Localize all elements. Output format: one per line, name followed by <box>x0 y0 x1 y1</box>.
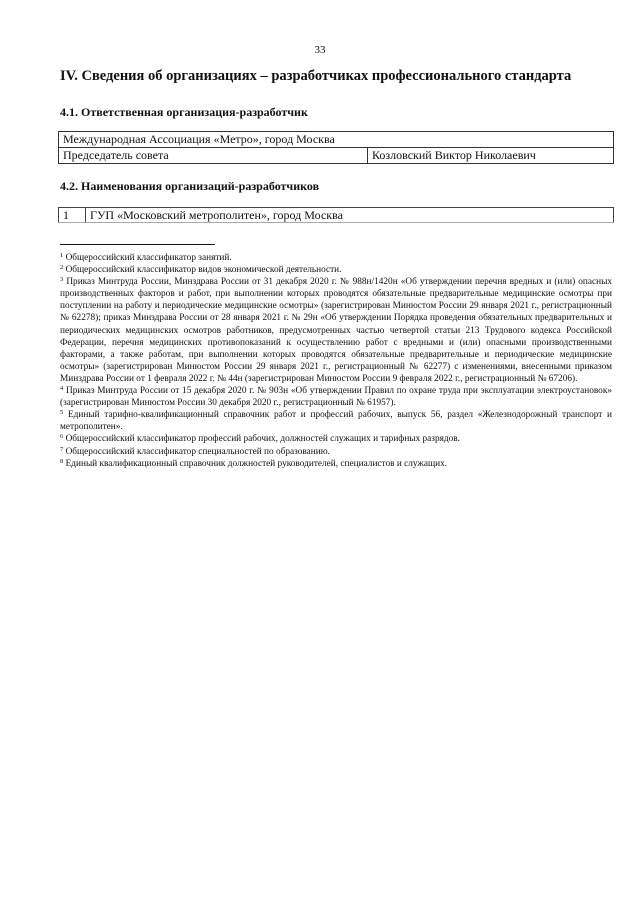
footnote-text: Единый квалификационный справочник должностей руководителей, специалистов и служащих. <box>65 458 448 469</box>
developer-orgs-heading: 4.2. Наименования организаций-разработчиков <box>60 179 320 193</box>
footnote-separator <box>60 244 215 245</box>
footnote <box>60 276 612 385</box>
table-row <box>59 208 614 223</box>
developer-row-number: 1 <box>59 208 86 223</box>
footnote-mark: 7 <box>60 445 64 453</box>
footnote <box>60 385 612 409</box>
footnote <box>60 446 612 458</box>
responsible-org-name: Международная Ассоциация «Метро», город Москва <box>59 132 614 148</box>
footnote <box>60 409 612 433</box>
developer-orgs-table <box>58 207 614 223</box>
footnote-mark: 3 <box>60 276 64 284</box>
table-row <box>59 148 614 164</box>
footnote-mark: 6 <box>60 433 64 441</box>
footnote <box>60 252 612 264</box>
responsible-position: Председатель совета <box>59 148 368 164</box>
footnotes <box>60 252 612 470</box>
footnote-mark: 4 <box>60 385 64 393</box>
footnote-text: Единый тарифно-квалификационный справочник работ и профессий рабочих, выпуск 56, раздел «Железнодорожный транспорт и метрополитен». <box>60 410 612 433</box>
footnote <box>60 433 612 445</box>
footnote-text: Общероссийский классификатор занятий. <box>65 253 232 263</box>
footnote-mark: 5 <box>60 409 64 417</box>
responsible-person: Козловский Виктор Николаевич <box>368 148 614 164</box>
table-row <box>59 132 614 148</box>
responsible-org-table <box>58 131 614 164</box>
footnote-text: Общероссийский классификатор видов экономической деятельности. <box>65 265 342 276</box>
developer-org-name: ГУП «Московский метрополитен», город Москва <box>86 208 614 223</box>
footnote-mark: 8 <box>60 457 64 465</box>
footnote-text: Общероссийский классификатор профессий рабочих, должностей служащих и тарифных разрядов. <box>65 434 460 445</box>
footnote <box>60 458 612 470</box>
responsible-org-heading: 4.1. Ответственная организация-разработчик <box>60 105 308 119</box>
footnote-mark: 2 <box>60 264 64 272</box>
footnote-text: Общероссийский классификатор специальностей по образованию. <box>65 446 331 457</box>
footnote-text: Приказ Минтруда России, Минздрава России от 31 декабря 2020 г. № 988н/1420н «Об утверждении перечня вредных и (или) опасных производственных факторов и работ, при выполнении которых проводятся обязательные предварительные медицинские осмотры при поступлении на работу и периодические медицинские осмотры» (зарегистрирован Минюстом России 29 января 2021 г., регистрационный № 62278); приказ Минздрава России от 28 января 2021 г. № 29н «Об утверждении Порядка проведения обязательных предварительных и периодических медицинских осмотров работников, предусмотренных частью четвертой статьи 213 Трудового кодекса Российской Федерации, перечня медицинских противопоказаний к осуществлению работ с вредными и (или) опасными производственными факторами, а также работам, при выполнении которых проводятся обязательные предварительные и периодические медицинские осмотры» (зарегистрирован Минюстом России 29 января 2021 г., регистрационный № 62277) с изменениями, внесенными приказом Минздрава России от 1 февраля 2022 г. № 44н (зарегистрирован Минюстом России 9 февраля 2022 г., регистрационный № 67206). <box>60 277 612 384</box>
footnote-mark: 1 <box>60 252 64 259</box>
page-number: 33 <box>314 44 326 56</box>
footnote-text: Приказ Минтруда России от 15 декабря 2020 г. № 903н «Об утверждении Правил по охране труда при эксплуатации электроустановок» (зарегистрирован Минюстом России 30 декабря 2020 г., регистрационный № 61957). <box>60 386 612 409</box>
section-title: IV. Сведения об организациях – разработчиках профессионального стандарта <box>60 68 572 84</box>
footnote <box>60 264 612 276</box>
